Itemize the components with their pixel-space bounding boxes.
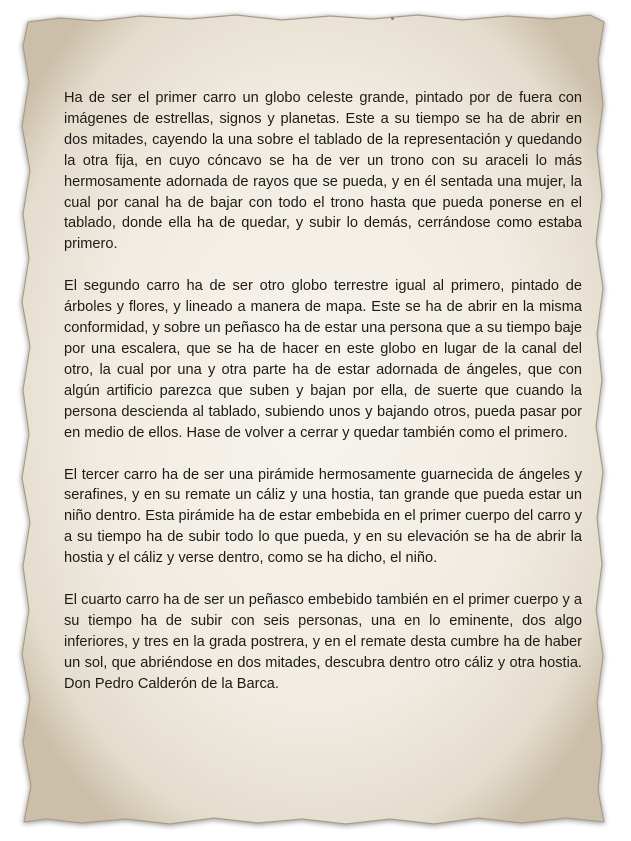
document-text — [64, 88, 582, 716]
paragraph-2: El segundo carro ha de ser otro globo terrestre igual al primero, pintado de árboles y flores, y lineado a manera de mapa. Este se ha de abrir en la misma conformidad, y sobre un peñasco ha de estar una persona que a su tiempo baje por una escalera, que se ha de hacer en este globo en lugar de la canal del otro, la cual por una y otra parte ha de estar adornada de ángeles, que con algún artificio parezca que suben y bajan por ella, de suerte que cuando la persona descienda al tablado, subiendo unos y bajando otros, pueda pasar por en medio de ellos. Hase de volver a cerrar y quedar también como el primero. — [64, 278, 582, 441]
paper-speck — [391, 17, 394, 20]
paragraph-4: El cuarto carro ha de ser un peñasco embebido también en el primer cuerpo y a su tiempo ha de subir con seis personas, una en lo eminente, dos algo inferiores, y tres en la grada postrera, y en el remate desta cumbre ha de haber un sol, que abriéndose en dos mitades, descubra dentro otro cáliz y otra hostia. Don Pedro Calderón de la Barca. — [64, 592, 582, 692]
paragraph-1: Ha de ser el primer carro un globo celeste grande, pintado por de fuera con imágenes de estrellas, signos y planetas. Este a su tiempo se ha de abrir en dos mitades, cayendo la una sobre el tablado de la representación y quedando la otra fija, en cuyo cóncavo se ha de ver un trono con su araceli lo más hermosamente adornada de rayos que se pueda, y en él sentada una mujer, la cual por canal ha de bajar con todo el trono hasta que pueda ponerse en el tablado, donde ella ha de quedar, y subir lo demás, cerrándose como estaba primero. — [64, 90, 582, 253]
paragraph-3: El tercer carro ha de ser una pirámide hermosamente guarnecida de ángeles y serafines, y en su remate un cáliz y una hostia, tan grande que pueda estar un niño dentro. Esta pirámide ha de estar embebida en el primer cuerpo del carro y a su tiempo ha de subir todo lo que pueda, y en su elevación se ha de abrir la hostia y el cáliz y verse dentro, como se ha dicho, el niño. — [64, 466, 582, 567]
